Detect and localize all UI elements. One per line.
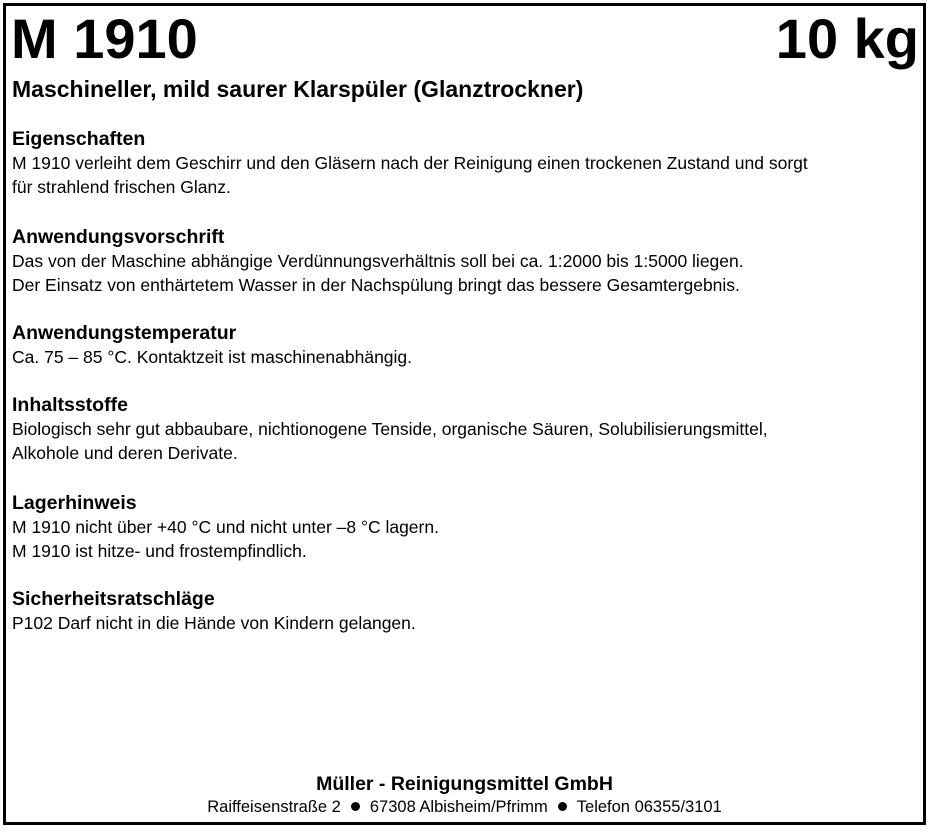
bullet-dot-icon (558, 802, 567, 811)
section-text-line: M 1910 ist hitze- und frostempfindlich. (12, 541, 307, 561)
section-eigenschaften (12, 127, 927, 199)
section-text-line: Ca. 75 – 85 °C. Kontaktzeit ist maschinenabhängig. (12, 347, 413, 367)
section-text-line: M 1910 nicht über +40 °C und nicht unter –8 °C lagern. (12, 517, 439, 537)
company-name: Müller - Reinigungsmittel GmbH (316, 773, 613, 795)
section-heading: Anwendungstemperatur (12, 322, 237, 344)
section-sicherheitsratschlaege (12, 587, 927, 635)
address-city: 67308 Albisheim/Pfrimm (369, 798, 548, 816)
section-text-line: Biologisch sehr gut abbaubare, nichtionogene Tenside, organische Säuren, Solubilisierungsmittel, (12, 419, 768, 439)
section-text-line: M 1910 verleiht dem Geschirr und den Gläsern nach der Reinigung einen trockenen Zustand und sorgt (12, 153, 808, 173)
section-lagerhinweis (12, 491, 927, 563)
section-anwendungsvorschrift (12, 225, 927, 297)
product-code: M 1910 (11, 7, 198, 70)
section-text-line: für strahlend frischen Glanz. (12, 177, 231, 197)
company-address (3, 797, 926, 817)
section-inhaltsstoffe (12, 393, 927, 465)
section-text-line: Alkohole und deren Derivate. (12, 443, 238, 463)
product-subtitle: Maschineller, mild saurer Klarspüler (Glanztrockner) (12, 76, 584, 102)
section-heading: Inhaltsstoffe (12, 394, 128, 416)
section-heading: Eigenschaften (12, 128, 146, 150)
section-heading: Sicherheitsratschläge (12, 588, 215, 610)
section-anwendungstemperatur (12, 321, 927, 369)
section-text-line: P102 Darf nicht in die Hände von Kindern gelangen. (12, 613, 416, 633)
section-heading: Anwendungsvorschrift (12, 226, 225, 248)
section-text-line: Das von der Maschine abhängige Verdünnungsverhältnis soll bei ca. 1:2000 bis 1:5000 liegen. (12, 251, 744, 271)
product-weight: 10 kg (775, 7, 919, 70)
section-text-line: Der Einsatz von enthärtetem Wasser in der Nachspülung bringt das bessere Gesamtergebnis. (12, 275, 740, 295)
bullet-dot-icon (351, 802, 360, 811)
section-heading: Lagerhinweis (12, 492, 137, 514)
address-street: Raiffeisenstraße 2 (207, 798, 341, 816)
address-phone: Telefon 06355/3101 (576, 798, 722, 816)
